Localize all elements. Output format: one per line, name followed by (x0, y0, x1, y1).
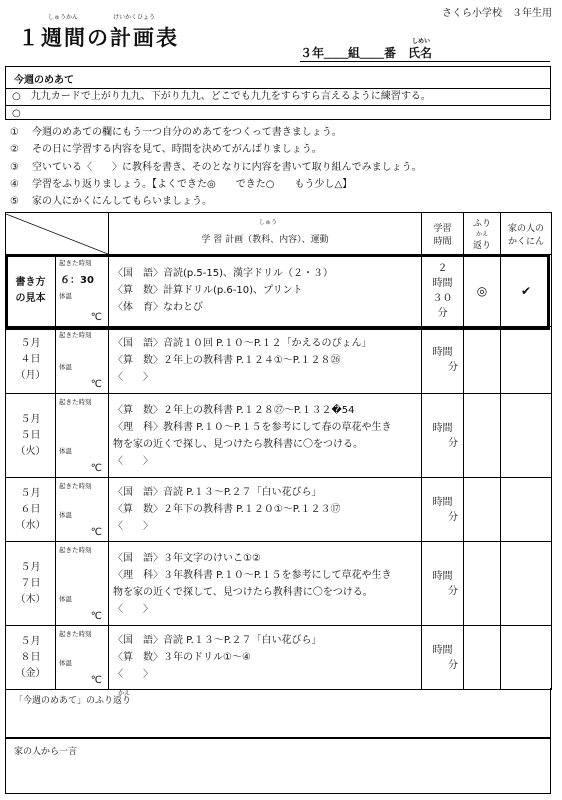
day-label: ５月 ７日 （木） (6, 542, 56, 626)
reflect-cell[interactable] (464, 327, 501, 394)
title-ruby-1: しゅうかん (48, 14, 79, 21)
goal-item-1: ○ 九九カードで上がり九九、下がり九九、どこでも九九をすらすら言えるように練習する。 (6, 88, 550, 105)
wake-cell[interactable]: 起きた時刻 体温 ℃ (56, 626, 109, 690)
name-underline (300, 61, 550, 62)
header-time: 学習 時間 (422, 213, 464, 255)
day-row-fri (6, 626, 552, 690)
time-cell[interactable]: 時間 分 (422, 542, 464, 626)
header-reflect: ふり かえ 返り (464, 213, 501, 255)
header-diagonal-cell (6, 213, 109, 255)
day-row-wed (6, 478, 552, 542)
review-label: 「今週のめあて」のふり返り (14, 696, 132, 706)
school-label: さくら小学校 ３年生用 (442, 8, 552, 19)
check-cell[interactable] (501, 327, 552, 394)
title-ruby-2: けいかくひょう (113, 14, 156, 21)
header-plan: しゅう 学 習 計画（教科、内容）、運動 (109, 213, 422, 255)
reflect-cell[interactable] (464, 478, 501, 542)
plan-cell: 〈算 数〉２年上の教科書 P.１２８㉗〜P.１３２�54 〈理 科〉教科書 P.１０〜P.１５を参考にして春の草花や生き 物を家の近くで探し、見つけたら教科書に〇をつける。 〈 〉 (109, 394, 422, 478)
header-family-check: 家の人の かくにん (501, 213, 552, 255)
day-label: ５月 ８日 （金） (6, 626, 56, 690)
table-header-row (6, 213, 552, 255)
review-ruby: かえ (118, 690, 131, 697)
day-label: ５月 ４日 （月） (6, 327, 56, 394)
check-cell[interactable] (501, 478, 552, 542)
wake-cell[interactable]: 起きた時刻 体温 ℃ (56, 394, 109, 478)
reflect-cell[interactable] (464, 394, 501, 478)
goal-heading: 今週のめあて (14, 75, 74, 86)
sample-reflect: ◎ (464, 255, 501, 327)
plan-cell: 〈国 語〉音読 P.１３〜P.２７「白い花びら」 〈算 数〉２年下の教科書 P.１２０①〜P.１２３⑰ 〈 〉 (109, 478, 422, 542)
sample-label: 書き方 の見本 (6, 255, 56, 327)
instruction-item: ⑤ 家の人にかくにんしてもらいましょう。 (10, 196, 212, 208)
wake-cell[interactable]: 起きた時刻 体温 ℃ (56, 327, 109, 394)
reflect-cell[interactable] (464, 626, 501, 690)
check-cell[interactable] (501, 394, 552, 478)
reflect-cell[interactable] (464, 542, 501, 626)
plan-cell: 〈国 語〉音読１０回 P.１０〜P.１２「かえるのぴょん」 〈算 数〉２年上の教科書 P.１２４①〜P.１２８㉖ 〈 〉 (109, 327, 422, 394)
wake-cell[interactable]: 起きた時刻 体温 ℃ (56, 542, 109, 626)
time-cell[interactable]: 時間 分 (422, 626, 464, 690)
day-label: ５月 ５日 （火） (6, 394, 56, 478)
time-cell[interactable]: 時間 分 (422, 327, 464, 394)
day-row-thu (6, 542, 552, 626)
family-label: 家の人から一言 (14, 747, 78, 757)
check-cell[interactable] (501, 626, 552, 690)
page-title: １週間の計画表 (18, 26, 179, 50)
sample-plan: 〈国 語〉音読(p.5-15)、漢字ドリル（２・３） 〈算 数〉計算ドリル(p.6-10)、プリント 〈体 育〉なわとび (109, 255, 422, 327)
instruction-item: ② その日に学習する内容を見て、時間を決めてがんばりましょう。 (10, 144, 322, 156)
family-comment-box[interactable] (5, 738, 551, 794)
sample-wake-cell: 起きた時刻 ６：30 体温 ℃ (56, 255, 109, 327)
time-cell[interactable]: 時間 分 (422, 394, 464, 478)
wake-cell[interactable]: 起きた時刻 体温 ℃ (56, 478, 109, 542)
plan-cell: 〈国 語〉音読 P.１３〜P.２７「白い花びら」 〈算 数〉３年のドリル①〜④ 〈 〉 (109, 626, 422, 690)
weekly-review-box[interactable] (5, 688, 551, 738)
time-cell[interactable]: 時間 分 (422, 478, 464, 542)
day-row-mon (6, 327, 552, 394)
name-field[interactable] (300, 38, 550, 61)
name-line-text: ３年＿＿組＿＿番 氏名 (300, 46, 433, 60)
check-cell[interactable] (501, 542, 552, 626)
sample-time: ２ 時間 ３０ 分 (422, 255, 464, 327)
diagonal-line (6, 214, 108, 254)
weekly-goal-box (5, 66, 551, 120)
instruction-item: ① 今週のめあての欄にもう一つ自分のめあてをつくって書きましょう。 (10, 127, 342, 138)
plan-ruby: しゅう (259, 219, 278, 226)
sample-highlight-frame (5, 254, 550, 330)
plan-cell: 〈国 語〉３年文字のけいこ①② 〈理 科〉３年教科書 P.１０〜P.１５を参考にして草花や生き 物を家の近くで探して、見つけたら教科書に〇をつける。 〈 〉 (109, 542, 422, 626)
instructions-list (10, 124, 422, 210)
instruction-item: ④ 学習をふり返りましょう。【よくできた◎ できた○ もう少し△】 (10, 178, 353, 190)
goal-item-2[interactable]: ○ (6, 105, 550, 122)
day-row-tue (6, 394, 552, 478)
name-ruby: しめい (412, 38, 431, 45)
instruction-item: ③ 空いている〈 〉に教科を書き、そのとなりに内容を書いて取り組んでみましょう。 (10, 161, 422, 173)
day-label: ５月 ６日 （水） (6, 478, 56, 542)
sample-check-icon: ✔ (501, 255, 552, 327)
